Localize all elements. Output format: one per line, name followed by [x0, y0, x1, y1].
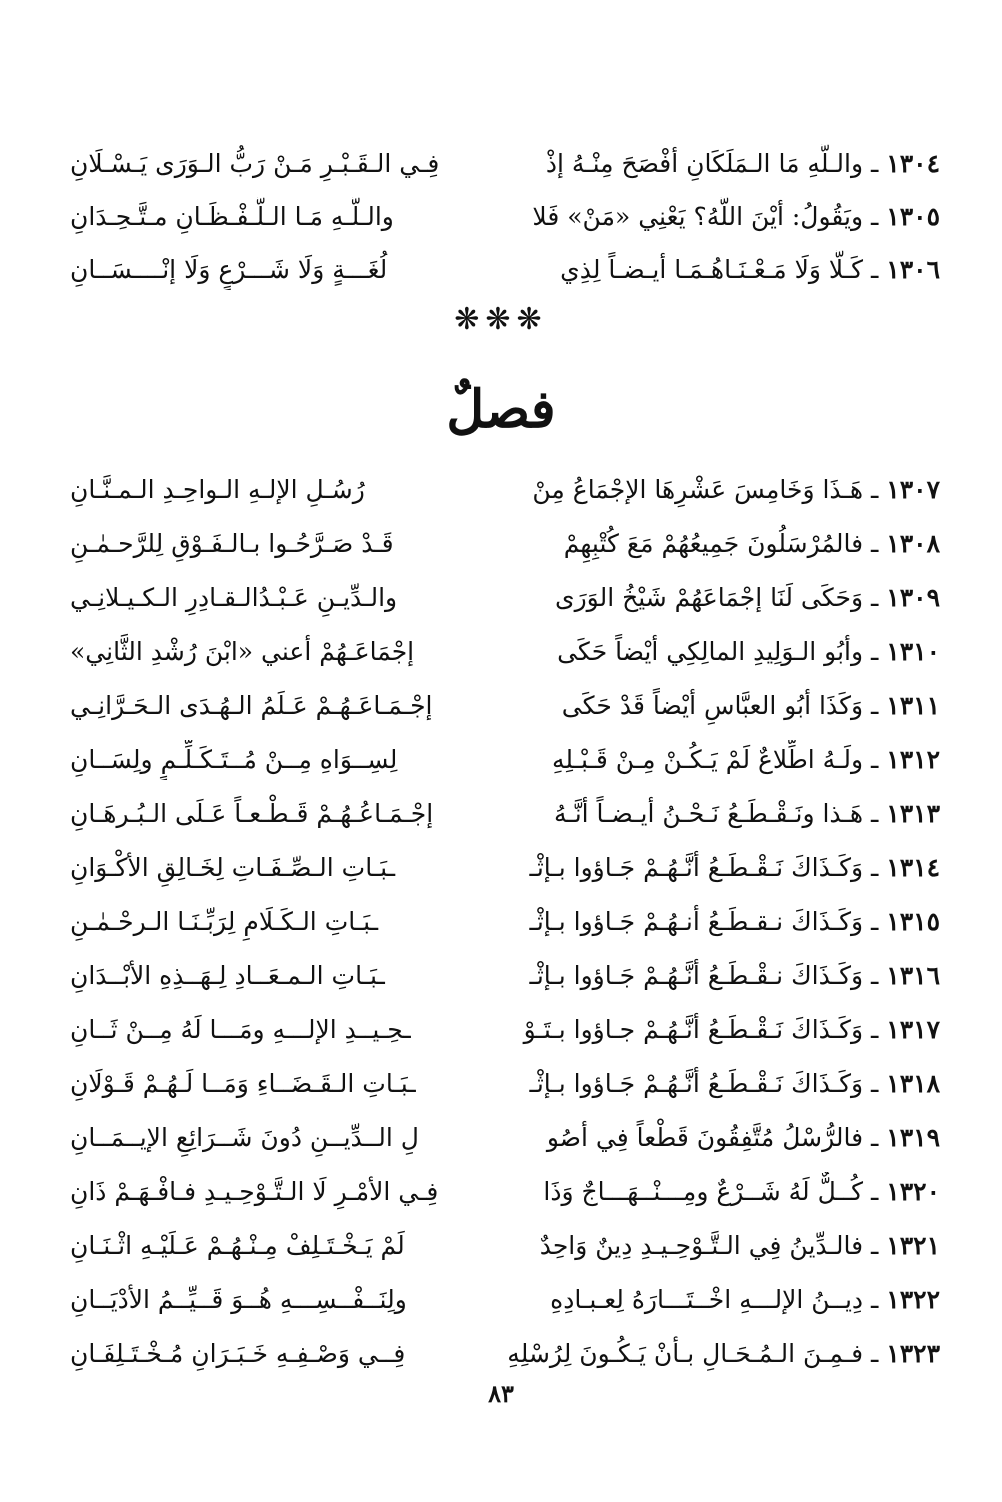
verse-row: [70, 625, 940, 679]
verse-second-hemistich: فِــي وَصْـفِـهِ خَـبَـرَانِ مُـخْـتَـلِفَـانِ: [70, 1339, 406, 1368]
verse-number: ١٣١٥: [886, 907, 940, 936]
verse-first-hemistich: [500, 902, 940, 942]
verse-second-hemistich: ـبَـاتِ الـكَـلَامِ لِرَبِّـنَـا الـرحْـمٰـنِ: [70, 907, 379, 936]
verse-first-text: هَـذا ونَـقْـطَـعُ نَـحْـنُ أيـضـاً أنَّـهُ: [553, 799, 864, 828]
verse-number: ١٣٢٠: [886, 1177, 940, 1206]
verse-number-dash: ـ: [863, 853, 887, 882]
verse-row: [70, 243, 940, 296]
verse-number-dash: ـ: [863, 148, 887, 178]
verse-number: ١٣٢١: [886, 1231, 940, 1260]
verse-second-hemistich: فِـي الأمْـرِ لَا الـتَّـوْحِـيـدِ فـافْـهَـمْ ذَانِ: [70, 1177, 439, 1206]
verse-first-text: كَـلَّا وَلَا مَـعْـنَـاهُـمَـا أيـضـاً لِذِي: [560, 254, 864, 284]
verse-first-text: ويَقُولُ: أيْنَ اللَّهُ؟ يَعْنِي «مَنْ» فَلا: [532, 201, 864, 231]
verse-number-dash: ـ: [863, 1177, 887, 1206]
verse-first-hemistich: [500, 470, 940, 510]
verse-first-hemistich: [500, 524, 940, 564]
verse-first-hemistich: [500, 197, 940, 237]
verse-number: ١٣٠٨: [886, 529, 940, 558]
verse-number-dash: ـ: [863, 254, 887, 284]
verse-number-dash: ـ: [863, 475, 887, 504]
verse-row: [70, 1111, 940, 1165]
verse-first-text: وَكَذَا أبُو العبَّاسِ أيْضاً قَدْ حَكَى: [561, 691, 864, 720]
verse-second-hemistich: لُغَـــةٍ وَلَا شَـــرْعٍ وَلَا إنْــــسَــانِ: [70, 254, 388, 284]
verse-number: ١٣١١: [886, 691, 940, 720]
verse-number: ١٣١٠: [886, 637, 940, 666]
verse-first-hemistich: [500, 250, 940, 290]
verse-number: ١٣١٩: [886, 1123, 940, 1152]
verse-second-hemistich: رُسُـلِ الإلـهِ الـواحِـدِ الـمـنَّـانِ: [70, 475, 365, 504]
verse-number: ١٣٠٤: [886, 148, 940, 178]
verse-second-hemistich: لَمْ يَـخْـتَـلِفْ مِـنْـهُـمْ عَـلَيْـهِ اثْـنَـانِ: [70, 1231, 405, 1260]
section-title: فصلٌ: [446, 379, 556, 440]
verse-first-hemistich: [500, 956, 940, 996]
verse-second-hemistich: ولِنَــفْــسِـــهِ هُــوَ قَــيِّــمُ الأدْيَــانِ: [70, 1285, 407, 1314]
verse-number-dash: ـ: [863, 961, 887, 990]
verse-group-main: [70, 463, 940, 1381]
verse-number: ١٣٠٦: [886, 254, 940, 284]
verse-first-text: وأبُو الـوَلِيدِ المالِكِي أيْضاً حَكَى: [557, 637, 864, 666]
verse-first-text: فـمِـنَ الـمُـحَـالِ بـأنْ يَـكُـونَ لِرُسْلِهِ: [507, 1339, 864, 1368]
verse-first-text: وَكَـذَاكَ نَـقْـطَـعُ أنَّـهُـمْ جَـاؤوا بـإثْـ: [529, 853, 864, 882]
verse-first-hemistich: [500, 1064, 940, 1104]
verse-number: ١٣٠٩: [886, 583, 940, 612]
verse-number-dash: ـ: [863, 799, 887, 828]
verse-second-hemistich: إجْمَاعَـهُمْ أعني «ابْنَ رُشْدِ الثَّانِي»: [70, 637, 415, 666]
verse-row: [70, 1327, 940, 1381]
verse-first-hemistich: [500, 578, 940, 618]
page-number: ٨٣: [488, 1379, 514, 1408]
verse-first-hemistich: [500, 740, 940, 780]
verse-second-hemistich: لِسِــوَاهِ مِــنْ مُــتَـكَـلِّـمٍ ولِسَــانِ: [70, 745, 398, 774]
verse-first-text: وَكَـذَاكَ نـقْـطَـعُ أنَّـهُـمْ جَـاؤوا بـإثْـ: [529, 961, 864, 990]
verse-number-dash: ـ: [863, 691, 887, 720]
verse-row: [70, 679, 940, 733]
verse-second-hemistich: إجْـمَـاعُـهُـمْ قَـطْـعـاً عَـلَى الـبُـرهَـانِ: [70, 799, 434, 828]
verse-first-text: وَكَـذَاكَ نَـقْـطَـعُ أنَّـهُـمْ جـاؤوا بـتَـوْ: [523, 1015, 864, 1044]
verse-row: [70, 571, 940, 625]
verse-row: [70, 1219, 940, 1273]
verse-row: [70, 733, 940, 787]
verse-first-text: وَكَـذَاكَ نـقـطَـعُ أنـهُـمْ جَـاؤوا بـإثْـ: [529, 907, 864, 936]
verse-second-hemistich: والـدِّيـنِ عَـبْـدُالـقـادِرِ الـكـيـلانِـي: [70, 583, 398, 612]
verse-number-dash: ـ: [863, 1069, 887, 1098]
verse-first-hemistich: [500, 144, 940, 184]
verse-number: ١٣٠٥: [886, 201, 940, 231]
verse-first-text: وَحَكَى لَنَا إجْمَاعَهُمْ شَيْخُ الوَرَى: [555, 583, 864, 612]
verse-first-hemistich: [500, 1172, 940, 1212]
verse-number: ١٣٢٣: [886, 1339, 940, 1368]
verse-second-hemistich: ـحِـيــدِ الإلـــهِ ومَـــا لَهُ مِــنْ ثَــانِ: [70, 1015, 411, 1044]
verse-first-text: هَـذَا وَخَامِسَ عَشْرِهَا الإجْمَاعُ مِنْ: [532, 475, 864, 504]
verse-second-hemistich: قَـدْ صَـرَّحُـوا بـالـفَـوْقِ لِلرَّحـمٰـنِ: [70, 529, 394, 558]
verse-row: [70, 895, 940, 949]
verse-number: ١٣١٦: [886, 961, 940, 990]
verse-number: ١٣١٢: [886, 745, 940, 774]
verse-number-dash: ـ: [863, 1015, 887, 1044]
verse-first-text: كُــلٌّ لَهُ شَــرْعٌ ومِـــنْــهَـــاجٌ وَذَا: [543, 1177, 864, 1206]
verse-number-dash: ـ: [863, 1339, 887, 1368]
verse-number: ١٣٠٧: [886, 475, 940, 504]
verse-row: [70, 841, 940, 895]
verse-second-hemistich: إجْـمَـاعَـهُـمْ عَـلَمُ الـهُـدَى الـحَـرَّانِـي: [70, 691, 433, 720]
verse-row: [70, 1003, 940, 1057]
verse-number-dash: ـ: [863, 583, 887, 612]
verse-second-hemistich: فِـي الـقَـبْـرِ مَـنْ رَبُّ الـوَرَى يَـسْـلَانِ: [70, 148, 440, 178]
verse-first-text: فالمُرْسَلُونَ جَمِيعُهُمْ مَعَ كُتْبِهِمْ: [563, 529, 864, 558]
verse-row: [70, 517, 940, 571]
verse-second-hemistich: ـبَـاتِ الـصِّـفَـاتِ لِخَـالِقِ الأكْـوَانِ: [70, 853, 396, 882]
verse-second-hemistich: ـبَـاتِ الـقَـضَــاءِ وَمَــا لَـهُـمْ قَـوْلَانِ: [70, 1069, 416, 1098]
verse-number: ١٣١٨: [886, 1069, 940, 1098]
verse-number-dash: ـ: [863, 1231, 887, 1260]
verse-first-hemistich: [500, 632, 940, 672]
verse-number-dash: ـ: [863, 1285, 887, 1314]
verse-first-hemistich: [500, 794, 940, 834]
verse-number-dash: ـ: [863, 907, 887, 936]
verse-first-text: فالـدِّينُ فِي الـتَّـوْحِـيـدِ دِينٌ وَاحِدٌ: [539, 1231, 864, 1260]
verse-number: ١٣١٣: [886, 799, 940, 828]
verse-number-dash: ـ: [863, 637, 887, 666]
ornament-separator: ❋❋❋: [454, 302, 548, 337]
verse-row: [70, 787, 940, 841]
verse-first-hemistich: [500, 1010, 940, 1050]
verse-number: ١٣١٧: [886, 1015, 940, 1044]
verse-first-text: ولَـهُ اطِّلاعٌ لَمْ يَـكُـنْ مِـنْ قَـبْـلِهِ: [551, 745, 864, 774]
verse-first-hemistich: [500, 1226, 940, 1266]
verse-second-hemistich: ـبَـاتِ الـمـعَــادِ لِـهَــذِهِ الأبْــدَانِ: [70, 961, 385, 990]
verse-second-hemistich: لِ الــدِّيــنِ دُونَ شَــرَائِعِ الإيــمَــانِ: [70, 1123, 419, 1152]
verse-row: [70, 1165, 940, 1219]
verse-number-dash: ـ: [863, 1123, 887, 1152]
verse-first-hemistich: [500, 848, 940, 888]
verse-number-dash: ـ: [863, 745, 887, 774]
verse-number: ١٣٢٢: [886, 1285, 940, 1314]
verse-number: ١٣١٤: [886, 853, 940, 882]
verse-row: [70, 1273, 940, 1327]
verse-row: [70, 949, 940, 1003]
verse-first-text: فالرُّسْلُ مُتَّفِقُونَ قَطْعاً فِي أصُو: [546, 1123, 864, 1152]
verse-first-hemistich: [500, 1334, 940, 1374]
verse-row: [70, 463, 940, 517]
verse-first-text: والـلَّهِ مَا الـمَلَكَانِ أفْصَحَ مِنْـهُ إذْ: [545, 148, 864, 178]
verse-row: [70, 190, 940, 243]
verse-number-dash: ـ: [863, 529, 887, 558]
verse-first-text: وَكَـذَاكَ نَـقْـطَـعُ أنَّـهُـمْ جَـاؤوا بـإثْـ: [529, 1069, 864, 1098]
verse-group-top: [70, 137, 940, 296]
verse-first-hemistich: [500, 1118, 940, 1158]
verse-row: [70, 137, 940, 190]
verse-row: [70, 1057, 940, 1111]
verse-first-text: دِيــنُ الإلـــهِ اخْــتَـــارَهُ لِعـبـادِهِ: [550, 1285, 864, 1314]
verse-first-hemistich: [500, 686, 940, 726]
verse-second-hemistich: والـلَّـهِ مَـا الـلَّـفْـظَـانِ مـتَّـحِـدَانِ: [70, 201, 394, 231]
verse-first-hemistich: [500, 1280, 940, 1320]
verse-number-dash: ـ: [863, 201, 887, 231]
